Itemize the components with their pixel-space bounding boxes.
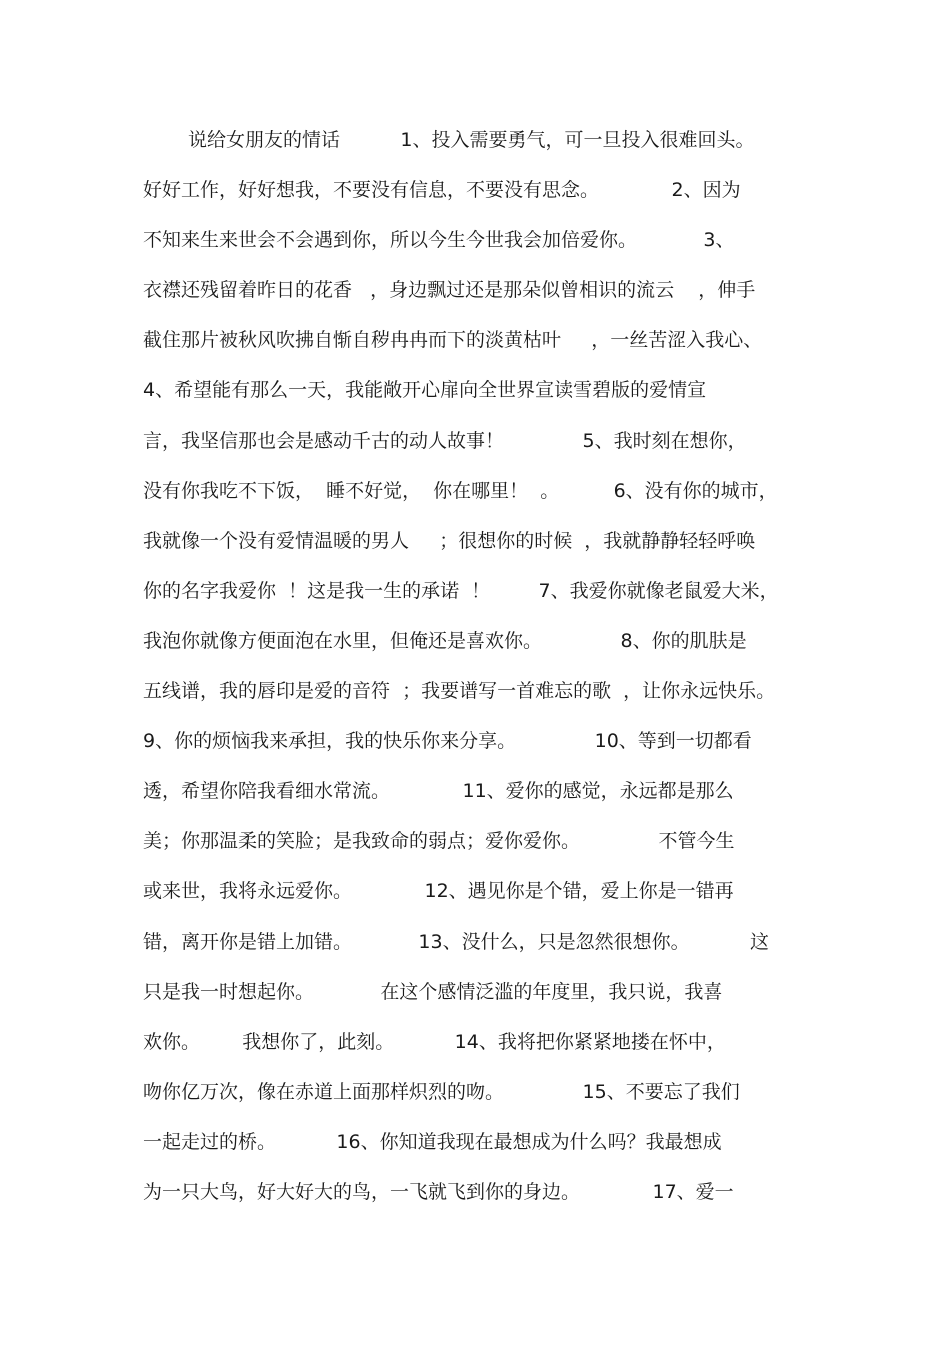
text-line-4: 衣襟还残留着昨日的花香 ，身边飘过还是那朵似曾相识的流云 ，伸手: [143, 279, 756, 302]
text-line-12: 五线谱，我的唇印是爱的音符 ；我要谱写一首难忘的歌 ，让你永远快乐。: [143, 680, 776, 703]
text-line-20: 吻你亿万次，像在赤道上面那样炽烈的吻。 15、不要忘了我们: [143, 1080, 740, 1103]
text-line-14: 透，希望你陪我看细水常流。 11、爱你的感觉，永远都是那么: [143, 780, 734, 803]
text-line-13: 9、你的烦恼我来承担，我的快乐你来分享。 10、等到一切都看: [143, 730, 752, 753]
text-line-16: 或来世，我将永远爱你。 12、遇见你是个错，爱上你是一错再: [143, 880, 734, 903]
text-line-17: 错，离开你是错上加错。 13、没什么，只是忽然很想你。 这: [143, 930, 770, 953]
text-line-3: 不知来生来世会不会遇到你，所以今生今世我会加倍爱你。 3、: [143, 229, 735, 252]
text-line-11: 我泡你就像方便面泡在水里，但俺还是喜欢你。 8、你的肌肤是: [143, 629, 747, 652]
text-line-5: 截住那片被秋风吹拂自惭自秽冉冉而下的淡黄枯叶 ，一丝苦涩入我心、: [143, 329, 763, 352]
text-line-9: 我就像一个没有爱情温暖的男人 ；很想你的时候 ，我就静静轻轻呼唤: [143, 529, 756, 552]
text-line-22: 为一只大鸟，好大好大的鸟，一飞就飞到你的身边。 17、爱一: [143, 1180, 734, 1203]
text-line-2: 好好工作，好好想我，不要没有信息，不要没有思念。 2、因为: [143, 179, 741, 202]
text-line-8: 没有你我吃不下饭， 睡不好觉， 你在哪里！ 。 6、没有你的城市，: [143, 479, 778, 502]
text-line-15: 美；你那温柔的笑脸；是我致命的弱点；爱你爱你。 不管今生: [143, 830, 735, 853]
text-line-10: 你的名字我爱你 ！这是我一生的承诺 ！ 7、我爱你就像老鼠爱大米，: [143, 579, 779, 602]
text-line-6: 4、希望能有那么一天，我能敞开心扉向全世界宣读雪碧版的爱情宣: [143, 379, 707, 402]
text-line-18: 只是我一时想起你。 在这个感情泛滥的年度里，我只说，我喜: [143, 980, 723, 1003]
document-body: [143, 122, 813, 1224]
text-line-1: 说给女朋友的情话 1、投入需要勇气，可一旦投入很难回头。: [188, 129, 755, 151]
text-line-21: 一起走过的桥。 16、你知道我现在最想成为什么吗？我最想成: [143, 1130, 722, 1153]
text-line-19: 欢你。 我想你了，此刻。 14、我将把你紧紧地搂在怀中，: [143, 1030, 726, 1053]
text-line-7: 言，我坚信那也会是感动千古的动人故事！ 5、我时刻在想你，: [143, 429, 747, 452]
